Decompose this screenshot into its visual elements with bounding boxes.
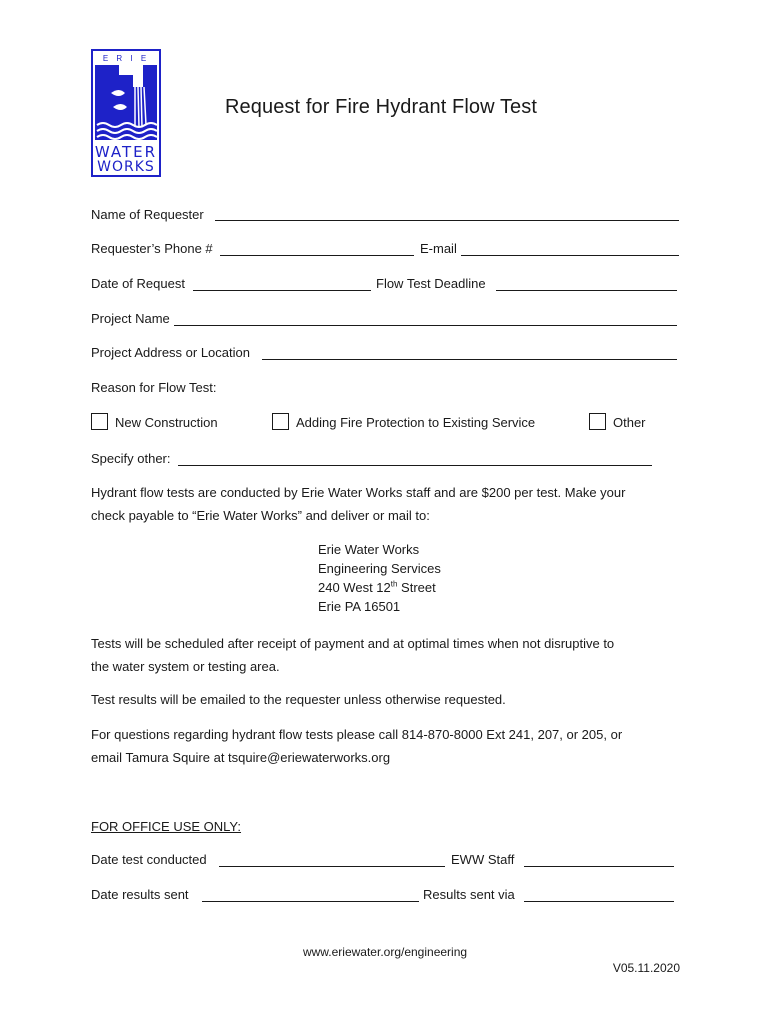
- erie-water-works-logo: [91, 49, 161, 177]
- flow-test-deadline-label: Flow Test Deadline: [376, 276, 486, 291]
- reason-label: Reason for Flow Test:: [91, 380, 217, 395]
- other-checkbox[interactable]: [589, 413, 606, 430]
- date-test-conducted-label: Date test conducted: [91, 852, 207, 867]
- address-street: 240 West 12th Street: [318, 579, 436, 595]
- name-of-requester-field[interactable]: [215, 220, 679, 221]
- payment-line-2: check payable to “Erie Water Works” and deliver or mail to:: [91, 508, 430, 523]
- name-of-requester-label: Name of Requester: [91, 207, 204, 222]
- adding-fire-protection-checkbox[interactable]: [272, 413, 289, 430]
- address-city: Erie PA 16501: [318, 599, 401, 614]
- svg-text:E R I E: E R I E: [102, 54, 150, 63]
- address-org: Erie Water Works: [318, 542, 420, 557]
- email-field[interactable]: [461, 255, 679, 256]
- schedule-paragraph: [91, 632, 681, 678]
- date-test-conducted-field[interactable]: [219, 866, 445, 867]
- date-results-sent-label: Date results sent: [91, 887, 189, 902]
- results-note: Test results will be emailed to the requester unless otherwise requested.: [91, 692, 506, 707]
- date-results-sent-field[interactable]: [202, 901, 419, 902]
- specify-other-label: Specify other:: [91, 451, 171, 466]
- results-sent-via-field[interactable]: [524, 901, 674, 902]
- eww-staff-label: EWW Staff: [451, 852, 515, 867]
- project-address-field[interactable]: [262, 359, 677, 360]
- office-use-heading: FOR OFFICE USE ONLY:: [91, 819, 242, 834]
- logo-line-works: WORKS: [97, 159, 155, 175]
- logo-line-water: WATER: [94, 143, 158, 161]
- adding-fire-protection-label: Adding Fire Protection to Existing Service: [296, 415, 536, 430]
- other-label: Other: [613, 415, 646, 430]
- payment-paragraph: [91, 481, 681, 527]
- project-name-field[interactable]: [174, 325, 677, 326]
- specify-other-field[interactable]: [178, 465, 652, 466]
- project-name-label: Project Name: [91, 311, 170, 326]
- flow-test-deadline-field[interactable]: [496, 290, 677, 291]
- schedule-line-2: the water system or testing area.: [91, 659, 280, 674]
- mailing-address: [318, 540, 441, 616]
- new-construction-checkbox[interactable]: [91, 413, 108, 430]
- date-of-request-label: Date of Request: [91, 276, 185, 291]
- contact-paragraph: [91, 723, 681, 769]
- project-address-label: Project Address or Location: [91, 345, 250, 360]
- phone-label: Requester’s Phone #: [91, 241, 213, 256]
- address-dept: Engineering Services: [318, 561, 441, 576]
- page-title: Request for Fire Hydrant Flow Test: [225, 96, 538, 118]
- email-label: E-mail: [420, 241, 457, 256]
- date-of-request-field[interactable]: [193, 290, 371, 291]
- results-sent-via-label: Results sent via: [423, 887, 515, 902]
- contact-line-2: email Tamura Squire at tsquire@eriewaterworks.org: [91, 750, 391, 765]
- footer-url[interactable]: www.eriewater.org/engineering: [302, 945, 468, 959]
- new-construction-label: New Construction: [115, 415, 218, 430]
- version-number: V05.11.2020: [612, 961, 680, 975]
- payment-line-1: Hydrant flow tests are conducted by Erie Water Works staff and are $200 per test. Make your: [91, 485, 626, 500]
- contact-line-1: For questions regarding hydrant flow tests please call 814-870-8000 Ext 241, 207, or 205, or: [91, 727, 623, 742]
- phone-field[interactable]: [220, 255, 414, 256]
- eww-staff-field[interactable]: [524, 866, 674, 867]
- schedule-line-1: Tests will be scheduled after receipt of payment and at optimal times when not disruptive to: [91, 636, 615, 651]
